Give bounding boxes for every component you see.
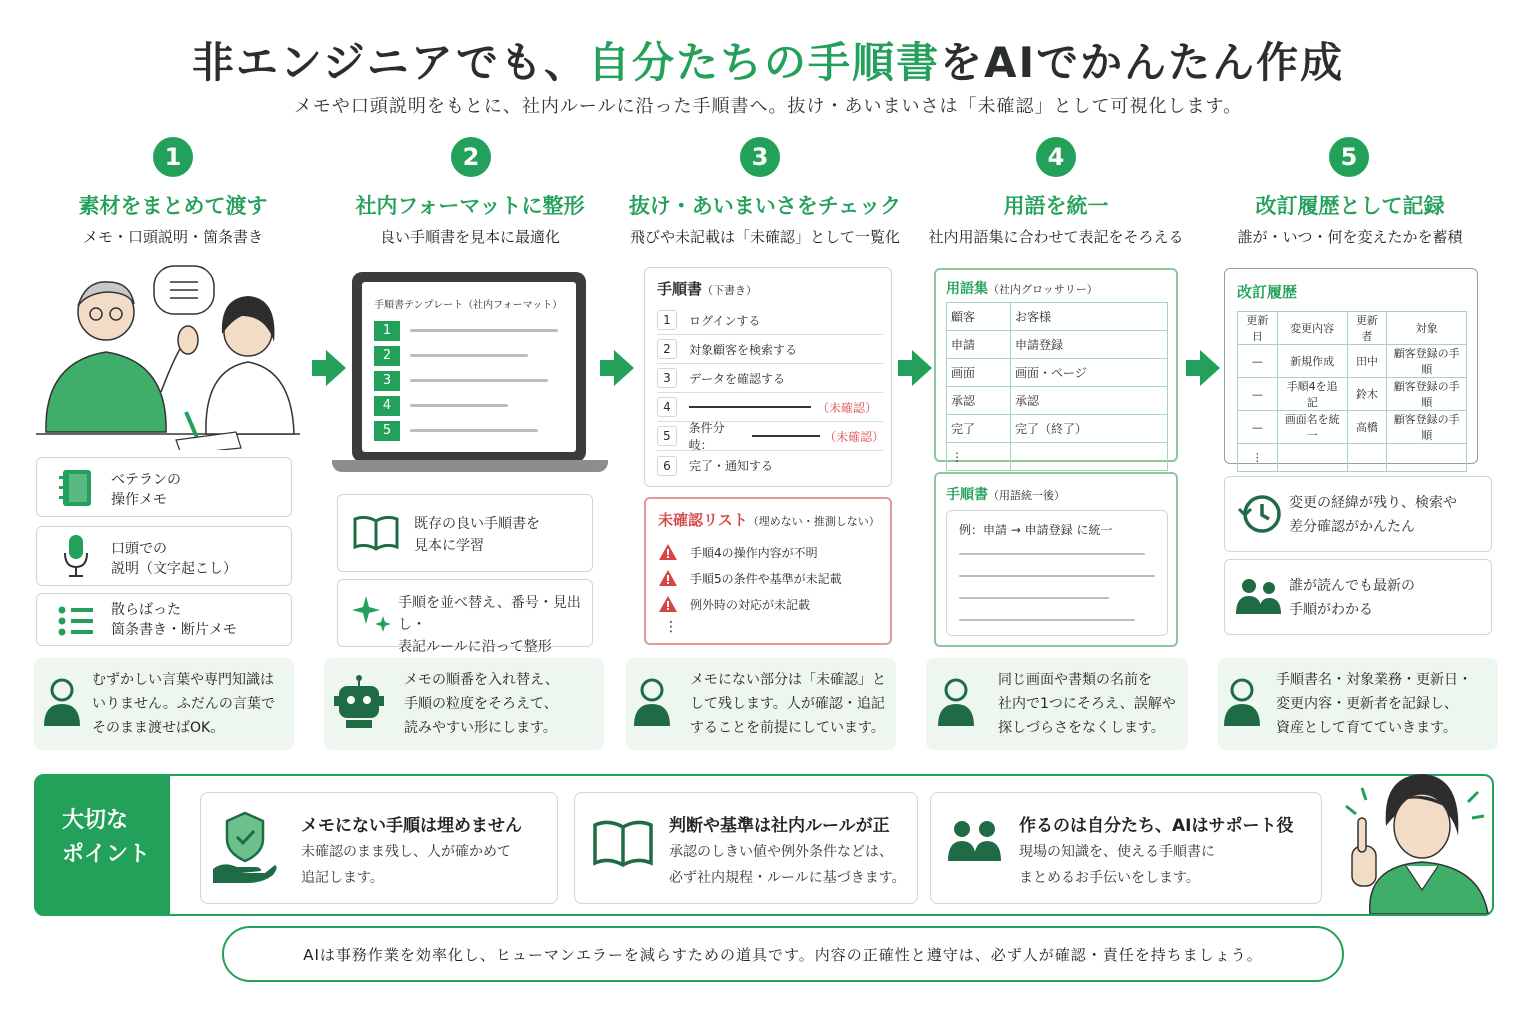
person-icon: [1222, 676, 1264, 728]
history-cell: —: [1238, 378, 1278, 411]
note-card-4: [926, 658, 1188, 750]
history-cell: 鈴木: [1347, 378, 1387, 411]
history-cell: 田中: [1347, 345, 1387, 378]
arrow-right-icon: [312, 350, 346, 386]
feature-line1: 変更の経緯が残り、検索や: [1289, 495, 1457, 511]
person-icon: [936, 676, 978, 728]
point-card-3: [930, 792, 1322, 904]
feature-card: [1224, 559, 1492, 635]
step-number: 4: [657, 397, 677, 417]
feature-line2: 差分確認がかんたん: [1289, 519, 1415, 535]
feature-line1: 既存の良い手順書を: [414, 516, 540, 532]
glossary-unified: 申請登録: [1010, 331, 1167, 359]
person-icon: [42, 676, 84, 728]
step-title-1: 素材をまとめて渡す: [78, 194, 268, 218]
step-title-2: 社内フォーマットに整形: [355, 194, 585, 218]
points-label-line1: 大切な: [62, 808, 129, 833]
feature-line2: 手順がわかる: [1289, 602, 1373, 618]
sparkle-icon: [352, 594, 392, 634]
arrow-right-icon: [1186, 350, 1220, 386]
feature-line2: 見本に学習: [414, 538, 484, 554]
point-body-line: まとめるお手伝いをします。: [1019, 870, 1200, 886]
template-num: 5: [374, 421, 400, 441]
note-card-2: [324, 658, 604, 750]
note-line: 社内で1つにそろえ、誤解や: [998, 696, 1176, 712]
step-title-3: 抜け・あいまいさをチェック: [628, 194, 902, 218]
people-icon: [947, 819, 1003, 863]
footer-text: AIは事務作業を効率化し、ヒューマンエラーを減らすための道具です。内容の正確性と遵守は、必ず人が確認・責任を持ちましょう。: [303, 945, 1263, 964]
template-num: 4: [374, 396, 400, 416]
open-book-icon: [591, 819, 655, 869]
history-cell: ⋮: [1238, 444, 1278, 472]
point-body-line: 未確認のまま残し、人が確かめて: [301, 844, 511, 860]
step-text: 条件分岐：: [688, 421, 725, 452]
history-icon: [1237, 491, 1283, 537]
point-title: 判断や基準は社内ルールが正: [669, 816, 890, 836]
feature-line1: 誰が読んでも最新の: [1289, 578, 1415, 594]
template-list: [374, 318, 564, 443]
material-line2: 説明（文字起こし）: [111, 561, 237, 577]
history-cell: 顧客登録の手順: [1387, 411, 1467, 444]
point-title: 作るのは自分たち、AIはサポート役: [1019, 816, 1294, 836]
note-line: そのまま渡せばOK。: [92, 720, 225, 736]
step-title-5: 改訂履歴として記録: [1255, 194, 1445, 218]
footer-banner: [222, 926, 1344, 982]
glossary-term: 画面: [947, 359, 1011, 387]
step-number-4: 4: [1036, 137, 1076, 177]
note-line: メモにない部分は「未確認」と: [690, 672, 886, 688]
revision-history-card: [1224, 268, 1478, 464]
draft-title: 手順書: [657, 280, 703, 298]
draft-title-small: （下書き）: [702, 284, 758, 297]
unified-doc-body: [946, 510, 1168, 636]
step-sub-1: メモ・口頭説明・箇条書き: [82, 228, 263, 246]
history-header: 変更内容: [1277, 312, 1347, 345]
note-card-1: [34, 658, 294, 750]
material-line2: 操作メモ: [111, 492, 167, 508]
page-title: [0, 30, 1536, 90]
note-line: 変更内容・更新者を記録し、: [1276, 696, 1458, 712]
warning-icon: [658, 569, 678, 587]
feature-card: [1224, 476, 1492, 552]
unconfirmed-list: [644, 497, 892, 645]
template-title: 手順書テンプレート（社内フォーマット）: [374, 300, 563, 311]
microphone-icon: [61, 533, 91, 579]
arrow-right-icon: [898, 350, 932, 386]
step-number: 1: [657, 310, 677, 330]
unconfirmed-item: 例外時の対応が未記載: [690, 597, 811, 612]
input-material-card: [36, 526, 292, 586]
material-line1: 口頭での: [111, 541, 167, 557]
unconfirmed-title: 未確認リスト: [658, 511, 748, 529]
step-number-2: 2: [451, 137, 491, 177]
unification-example: 例：申請 → 申請登録 に統一: [959, 523, 1113, 537]
glossary-title-small: （社内グロッサリー）: [988, 283, 1098, 296]
shield-hand-icon: [211, 811, 277, 885]
note-card-3: [626, 658, 896, 750]
glossary-title: 用語集: [946, 281, 988, 297]
history-header: 対象: [1387, 312, 1467, 345]
history-table: [1237, 311, 1467, 472]
step-number-3: 3: [740, 137, 780, 177]
page-subtitle: メモや口頭説明をもとに、社内ルールに沿った手順書へ。抜け・あいまいさは「未確認」として可視化します。: [293, 96, 1243, 117]
unconfirmed-item: 手順5の条件や基準が未記載: [690, 571, 842, 586]
title-suffix: をAIでかんたん作成: [940, 38, 1345, 87]
glossary-unified: 完了（終了）: [1010, 415, 1167, 443]
points-label-box: [34, 774, 170, 916]
glossary-term: 申請: [947, 331, 1011, 359]
note-line: むずかしい言葉や専門知識は: [92, 672, 274, 688]
feature-line1: 手順を並べ替え、番号・見出し・: [398, 595, 581, 633]
history-cell: 手順4を追記: [1277, 378, 1347, 411]
material-line1: 散らばった: [111, 602, 181, 618]
unified-doc-title-small: （用語統一後）: [988, 489, 1065, 502]
step-sub-3: 飛びや未記載は「未確認」として一覧化: [629, 228, 900, 246]
material-line2: 箇条書き・断片メモ: [111, 622, 237, 638]
woman-pointing-illustration: [1340, 766, 1490, 914]
point-title: メモにない手順は埋めません: [301, 816, 522, 836]
point-body-line: 追記します。: [301, 870, 384, 886]
history-cell: [1277, 444, 1347, 472]
note-line: 探しづらさをなくします。: [998, 720, 1165, 736]
point-body-line: 承認のしきい値や例外条件などは、: [669, 844, 893, 860]
points-label-line2: ポイント: [62, 842, 151, 867]
note-line: 資産として育てていきます。: [1276, 720, 1457, 736]
history-header: 更新日: [1238, 312, 1278, 345]
history-title: 改訂履歴: [1237, 283, 1298, 301]
history-cell: 新規作成: [1277, 345, 1347, 378]
unconfirmed-flag: （未確認）: [817, 400, 878, 415]
glossary-term: 承認: [947, 387, 1011, 415]
point-body-line: 必ず社内規程・ルールに基づきます。: [669, 870, 906, 886]
draft-document: [644, 267, 892, 487]
template-num: 2: [374, 346, 400, 366]
title-highlight: 自分たちの手順書: [588, 38, 941, 87]
step-number: 2: [657, 339, 677, 359]
step-number: 6: [657, 456, 677, 476]
history-cell: [1387, 444, 1467, 472]
unified-document: [934, 472, 1178, 647]
history-cell: 画面名を統一: [1277, 411, 1347, 444]
history-cell: [1347, 444, 1387, 472]
unconfirmed-title-small: （埋めない・推測しない）: [747, 515, 880, 528]
step-title-4: 用語を統一: [1003, 194, 1109, 218]
glossary-unified: 承認: [1010, 387, 1167, 415]
point-card-1: [200, 792, 558, 904]
step-number: 5: [657, 426, 677, 446]
note-line: 手順書名・対象業務・更新日・: [1276, 672, 1472, 688]
glossary-table: [946, 302, 1168, 471]
step-number-5: 5: [1329, 137, 1369, 177]
input-material-card: [36, 457, 292, 517]
laptop-base: [332, 460, 608, 472]
note-line: 同じ画面や書類の名前を: [998, 672, 1152, 688]
glossary-term: ⋮: [947, 443, 1011, 471]
title-prefix: 非エンジニアでも、: [191, 38, 589, 87]
warning-icon: [658, 595, 678, 613]
arrow-right-icon: [600, 350, 634, 386]
step-text: データを確認する: [689, 371, 786, 386]
notebook-icon: [57, 468, 95, 508]
history-header: 更新者: [1347, 312, 1387, 345]
glossary-unified: [1010, 443, 1167, 471]
note-line: して残します。人が確認・追記: [690, 696, 885, 712]
note-card-5: [1218, 658, 1498, 750]
step-text: ログインする: [689, 313, 761, 328]
template-num: 1: [374, 321, 400, 341]
unconfirmed-item: 手順4の操作内容が不明: [690, 545, 818, 560]
note-line: 手順の粒度をそろえて、: [404, 696, 558, 712]
history-cell: —: [1238, 411, 1278, 444]
note-line: メモの順番を入れ替え、: [404, 672, 559, 688]
warning-icon: [658, 543, 678, 561]
people-icon: [1235, 576, 1283, 616]
feature-card: [337, 579, 593, 655]
list-icon: [57, 604, 95, 638]
note-line: することを前提にしています。: [690, 720, 885, 736]
input-material-card: [36, 593, 292, 646]
note-line: いりません。ふだんの言葉で: [92, 696, 275, 712]
step-text: 完了・通知する: [689, 459, 774, 473]
step-sub-2: 良い手順書を見本に最適化: [379, 228, 560, 246]
book-icon: [352, 515, 400, 551]
glossary-term: 完了: [947, 415, 1011, 443]
glossary-card: [934, 268, 1178, 462]
history-cell: 高橋: [1347, 411, 1387, 444]
step-sub-5: 誰が・いつ・何を変えたかを蓄積: [1237, 228, 1463, 246]
point-card-2: [574, 792, 918, 904]
person-icon: [632, 676, 674, 728]
history-cell: 顧客登録の手順: [1387, 378, 1467, 411]
unconfirmed-flag: （未確認）: [824, 429, 885, 444]
history-cell: 顧客登録の手順: [1387, 345, 1467, 378]
glossary-unified: お客様: [1010, 303, 1167, 331]
glossary-term: 顧客: [947, 303, 1011, 331]
step-number: 3: [657, 368, 677, 388]
history-cell: —: [1238, 345, 1278, 378]
feature-line2: 表記ルールに沿って整形: [398, 639, 552, 655]
template-num: 3: [374, 371, 400, 391]
point-body-line: 現場の知識を、使える手順書に: [1019, 844, 1215, 860]
glossary-unified: 画面・ページ: [1010, 359, 1167, 387]
robot-icon: [334, 674, 384, 730]
step-number-1: 1: [153, 137, 193, 177]
material-line1: ベテランの: [111, 472, 181, 488]
people-talking-illustration: [36, 262, 300, 450]
step-text: 対象顧客を検索する: [689, 342, 798, 357]
unified-doc-title: 手順書: [946, 487, 988, 503]
note-line: 読みやすい形にします。: [404, 720, 557, 736]
more-indicator: ⋮: [664, 619, 678, 635]
feature-card: [337, 494, 593, 572]
step-sub-4: 社内用語集に合わせて表記をそろえる: [928, 228, 1184, 246]
